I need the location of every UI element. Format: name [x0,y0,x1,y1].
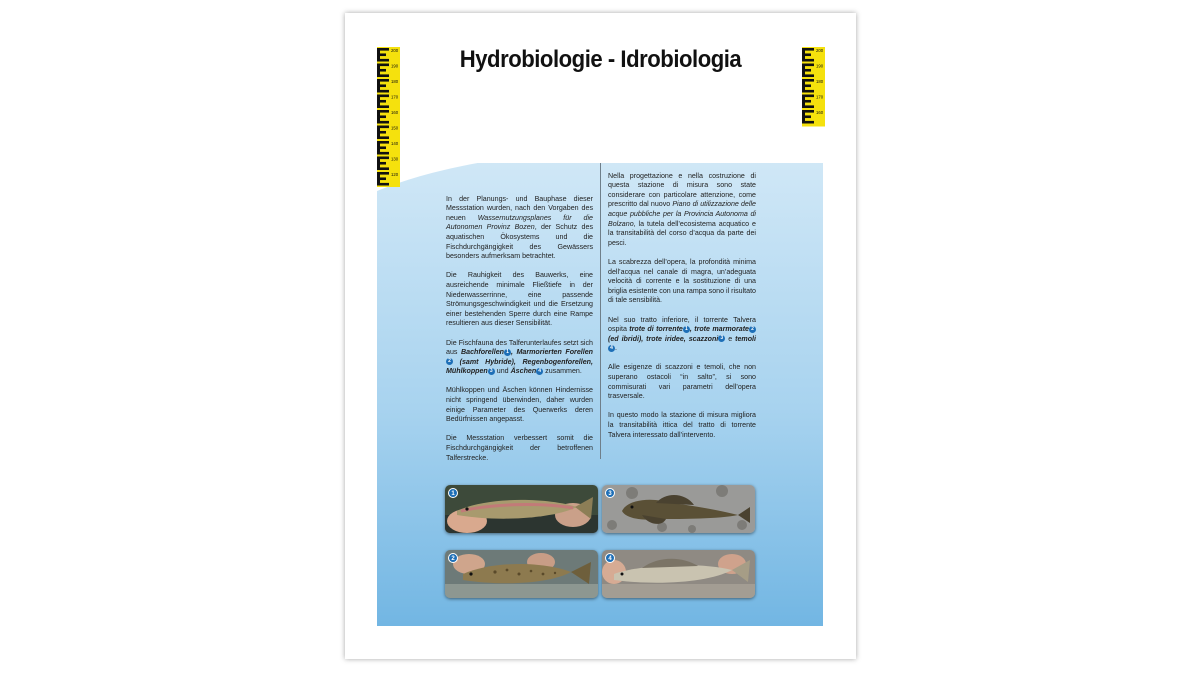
photo-badge-3: 3 [605,488,615,498]
gauge-label: 130 [391,156,399,162]
german-paragraph-2: Die Rauhigkeit des Bauwerks, eine ausreichende minimale Fließtiefe in der Niederwasserrinne, eine passende Strömungsgeschwindigkeit und die Ersetzung einer bestehenden Sperre durch eine Rampe resultieren aus dieser Sensibilität. [446,271,593,328]
gauge-label: 170 [391,94,399,100]
german-paragraph-3: Die Fischfauna des Talferunterlaufes setzt sich aus Bachforellen 1 , Marmorierten Forellen2 (samt Hybride), Regenbogenforellen, Mühlkoppen 3 und Äschen 4 zusammen. [446,338,593,376]
gauge-staff-right [802,47,825,127]
italian-paragraph-4: Alle esigenze di scazzoni e temoli, che non superano ostacoli “in salto”, si sono commisurati vari parametri dell’opera trasversale. [608,363,756,401]
german-paragraph-1: In der Planungs- und Bauphase dieser Messstation wurden, nach den Vorgaben des neuen Wassernutzungsplanes für die Autonomen Provinz Bozen, der Schutz des aquatischen Ökosystems und die Fischdurchgängigkeit des Gewässers besonders aufmerksam betrachtet. [446,194,593,261]
gauge-label: 200 [816,48,824,53]
italian-paragraph-3: Nel suo tratto inferiore, il torrente Talvera ospita trote di torrente 1 , trote marmorate 2 (ed ibridi), trote iridee, scazzoni 3 e temoli4 . [608,315,756,353]
marker-1-icon: 1 [683,326,690,333]
italian-paragraph-5: In questo modo la stazione di misura migliora la transitabilità ittica del tratto di torrente Talvera interessato dall’intervento. [608,411,756,439]
marker-4-icon: 4 [536,368,543,375]
german-paragraph-4: Mühlkoppen und Äschen können Hindernisse nicht springend überwinden, daher wurden einige Parameter des Querwerks deren Bedürfnissen angepasst. [446,386,593,424]
photo-brown-trout [445,485,598,533]
gauge-label: 140 [391,141,399,146]
gauge-label: 150 [391,125,399,131]
german-text-column [446,185,593,473]
photo-badge-4: 4 [605,553,615,563]
gauge-label: 160 [816,110,824,115]
gauge-label: 190 [391,63,399,69]
gauge-label: 190 [816,63,824,69]
marker-1-icon: 1 [504,349,511,356]
italian-paragraph-2: La scabrezza dell’opera, la profondità minima dell’acqua nel canale di magra, un’adeguata velocità di corrente e la sostituzione di una briglia esistente con una rampa sono il risultato di tale sensibilità. [608,257,756,305]
marker-2-icon: 2 [749,326,756,333]
document-page [345,13,856,659]
gauge-label: 200 [391,48,399,53]
marker-4-icon: 4 [608,345,615,352]
gauge-staff-left [377,47,400,187]
gauge-label: 170 [816,94,824,100]
marker-3-icon: 3 [718,335,725,342]
photo-marble-trout [445,550,598,598]
gauge-label: 180 [391,79,399,84]
gauge-label: 160 [391,110,399,115]
photo-badge-2: 2 [448,553,458,563]
german-paragraph-5: Die Messstation verbessert somit die Fischdurchgängigkeit der betroffenen Talferstrecke. [446,434,593,462]
gauge-label: 180 [816,79,824,84]
photo-grayling [602,550,755,598]
column-divider [600,163,601,459]
italian-text-column [608,162,756,450]
photo-badge-1: 1 [448,488,458,498]
page-title: Hydrobiologie - Idrobiologia [459,46,742,73]
italian-paragraph-1: Nella progettazione e nella costruzione di questa stazione di misura sono state considerare con particolare attenzione, come prescritto dal nuovo Piano di utilizzazione delle acque pubbliche per la Provincia Autonoma di Bolzano, la tutela dell’ecosistema acquatico e la transitabilità del corso d’acqua da parte dei pesci. [608,171,756,247]
marker-3-icon: 3 [488,368,495,375]
gauge-label: 120 [391,172,399,177]
photo-bullhead [602,485,755,533]
marker-2-icon: 2 [446,358,453,365]
